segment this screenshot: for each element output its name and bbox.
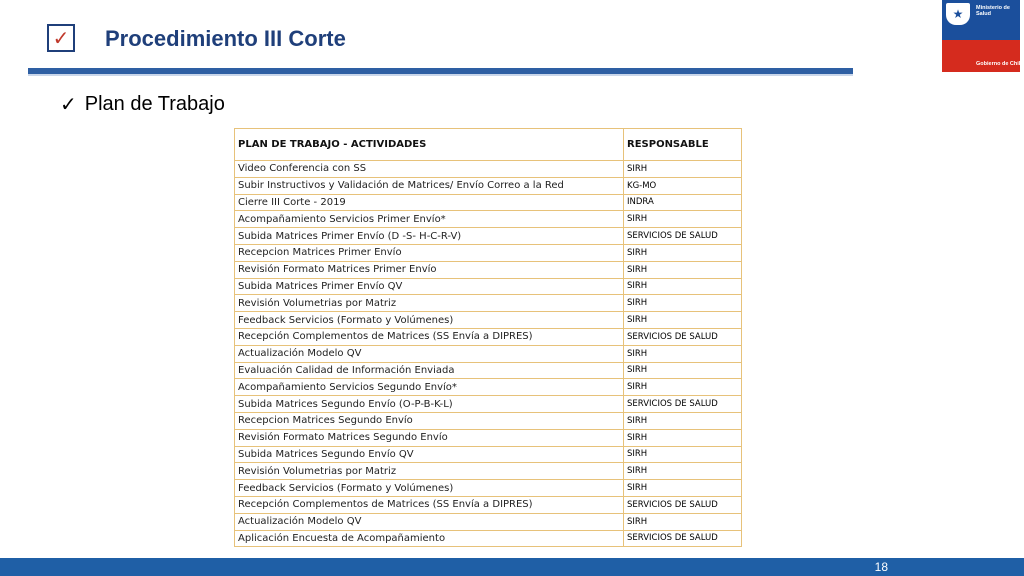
responsible-cell: SIRH	[624, 261, 742, 278]
responsible-cell: KG-MO	[624, 177, 742, 194]
activity-cell: Actualización Modelo QV	[235, 513, 624, 530]
table-row	[235, 278, 742, 295]
activity-cell: Acompañamiento Servicios Segundo Envío*	[235, 379, 624, 396]
activity-cell: Revisión Volumetrias por Matriz	[235, 295, 624, 312]
responsible-cell: SIRH	[624, 244, 742, 261]
table-header-row	[235, 129, 742, 161]
responsible-cell: SIRH	[624, 429, 742, 446]
responsible-cell: SIRH	[624, 312, 742, 329]
table-row	[235, 362, 742, 379]
logo-ministry-text: Ministerio de Salud	[976, 5, 1010, 17]
responsible-cell: SIRH	[624, 161, 742, 178]
table-row	[235, 463, 742, 480]
table-body	[235, 161, 742, 547]
table-row	[235, 194, 742, 211]
table-row	[235, 244, 742, 261]
activity-cell: Actualización Modelo QV	[235, 345, 624, 362]
table-row	[235, 328, 742, 345]
header-activities: PLAN DE TRABAJO - ACTIVIDADES	[235, 129, 624, 161]
responsible-cell: SIRH	[624, 463, 742, 480]
checkmark-icon: ✓	[52, 26, 70, 50]
responsible-cell: SIRH	[624, 446, 742, 463]
responsible-cell: SIRH	[624, 412, 742, 429]
table-row	[235, 379, 742, 396]
table-row	[235, 211, 742, 228]
activity-cell: Subida Matrices Primer Envío QV	[235, 278, 624, 295]
responsible-cell: SIRH	[624, 295, 742, 312]
responsible-cell: SIRH	[624, 379, 742, 396]
responsible-cell: SERVICIOS DE SALUD	[624, 396, 742, 413]
activity-cell: Recepción Complementos de Matrices (SS Envía a DIPRES)	[235, 328, 624, 345]
page-title: Procedimiento III Corte	[105, 26, 346, 51]
table-row	[235, 161, 742, 178]
table-row	[235, 446, 742, 463]
chile-coat-of-arms-icon: ★	[946, 3, 970, 25]
table-row	[235, 345, 742, 362]
table-row	[235, 261, 742, 278]
table-row	[235, 513, 742, 530]
table-row	[235, 295, 742, 312]
activity-cell: Recepción Complementos de Matrices (SS Envía a DIPRES)	[235, 496, 624, 513]
activity-cell: Subida Matrices Primer Envío (D -S- H-C-R-V)	[235, 228, 624, 245]
table-row	[235, 429, 742, 446]
table-row	[235, 496, 742, 513]
section-heading	[60, 92, 225, 116]
table-row	[235, 396, 742, 413]
logo-red-band	[942, 40, 1020, 72]
activity-cell: Video Conferencia con SS	[235, 161, 624, 178]
activity-cell: Evaluación Calidad de Información Enviada	[235, 362, 624, 379]
table-row	[235, 530, 742, 547]
responsible-cell: SIRH	[624, 513, 742, 530]
work-plan-table	[234, 128, 742, 547]
header-responsible: RESPONSABLE	[624, 129, 742, 161]
table-row	[235, 228, 742, 245]
activity-cell: Subida Matrices Segundo Envío (O-P-B-K-L)	[235, 396, 624, 413]
activity-cell: Acompañamiento Servicios Primer Envío*	[235, 211, 624, 228]
activity-cell: Revisión Formato Matrices Segundo Envío	[235, 429, 624, 446]
table-row	[235, 480, 742, 497]
section-heading-text: Plan de Trabajo	[84, 92, 225, 115]
header-divider-shadow	[28, 74, 853, 76]
responsible-cell: SIRH	[624, 278, 742, 295]
page-number: 18	[874, 560, 888, 574]
activity-cell: Recepcion Matrices Primer Envío	[235, 244, 624, 261]
activity-cell: Subida Matrices Segundo Envío QV	[235, 446, 624, 463]
responsible-cell: SERVICIOS DE SALUD	[624, 530, 742, 547]
ministry-logo	[942, 0, 1024, 72]
responsible-cell: SERVICIOS DE SALUD	[624, 328, 742, 345]
activity-cell: Subir Instructivos y Validación de Matrices/ Envío Correo a la Red	[235, 177, 624, 194]
activity-cell: Revisión Formato Matrices Primer Envío	[235, 261, 624, 278]
check-bullet-icon: ✓	[60, 92, 77, 116]
activity-cell: Aplicación Encuesta de Acompañamiento	[235, 530, 624, 547]
activity-cell: Revisión Volumetrias por Matriz	[235, 463, 624, 480]
responsible-cell: SERVICIOS DE SALUD	[624, 228, 742, 245]
responsible-cell: SIRH	[624, 345, 742, 362]
logo-government-text: Gobierno de Chile	[976, 61, 1024, 67]
activity-cell: Recepcion Matrices Segundo Envío	[235, 412, 624, 429]
responsible-cell: SERVICIOS DE SALUD	[624, 496, 742, 513]
activity-cell: Feedback Servicios (Formato y Volúmenes)	[235, 480, 624, 497]
responsible-cell: SIRH	[624, 362, 742, 379]
table-row	[235, 312, 742, 329]
responsible-cell: SIRH	[624, 480, 742, 497]
checkbox-icon	[47, 24, 75, 52]
activity-cell: Cierre III Corte - 2019	[235, 194, 624, 211]
table-row	[235, 412, 742, 429]
activity-cell: Feedback Servicios (Formato y Volúmenes)	[235, 312, 624, 329]
table-row	[235, 177, 742, 194]
responsible-cell: SIRH	[624, 211, 742, 228]
responsible-cell: INDRA	[624, 194, 742, 211]
footer-bar	[0, 558, 1024, 576]
